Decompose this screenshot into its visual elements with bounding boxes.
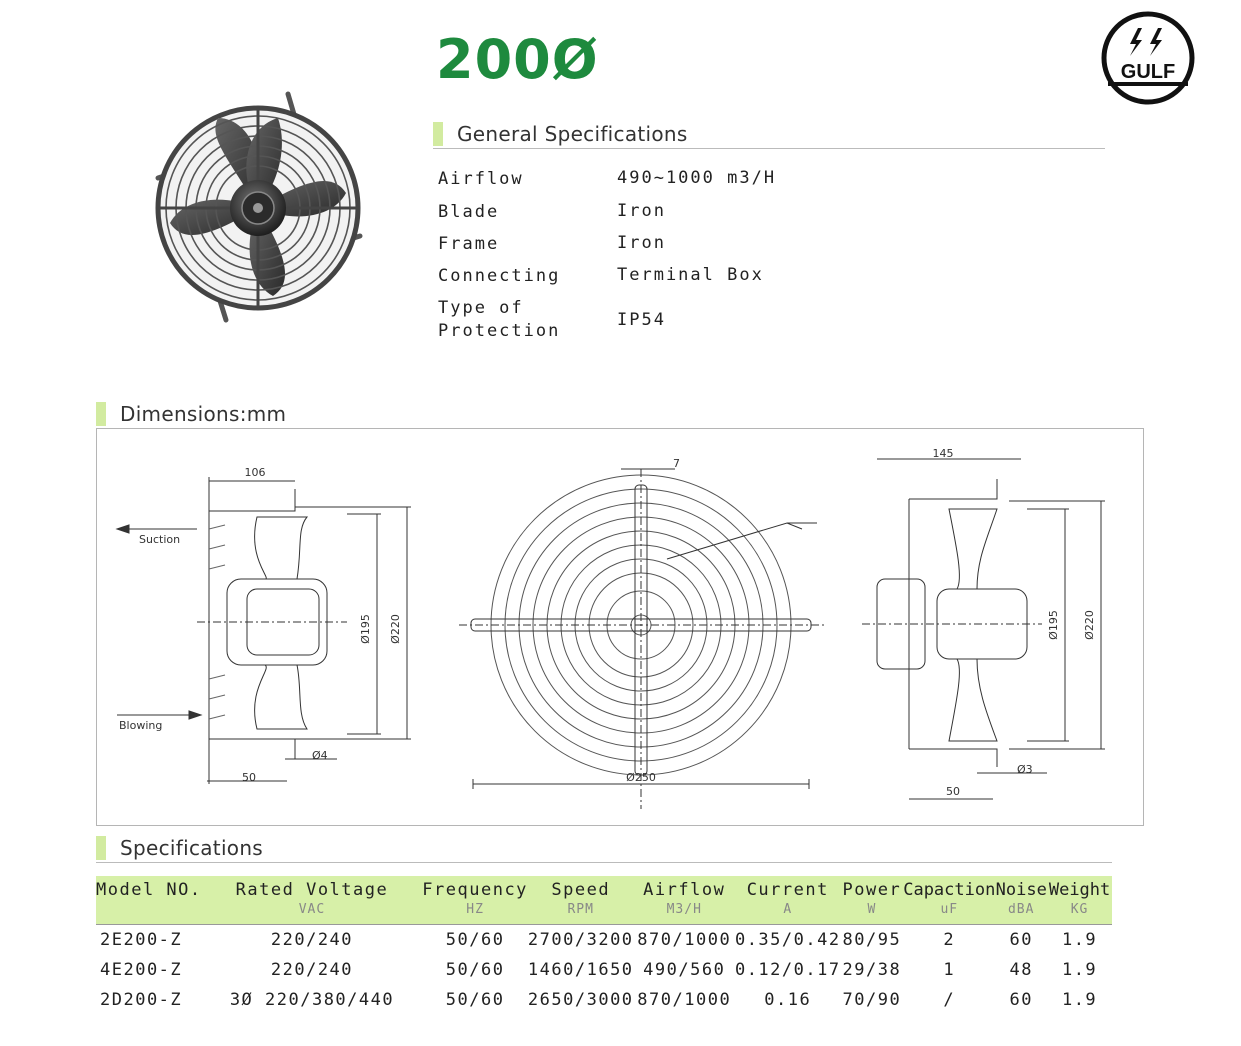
cell: 1.9 — [1061, 930, 1098, 950]
dimensions-drawing — [96, 428, 1144, 826]
dim-side-bolt: Ø4 — [312, 749, 328, 762]
col-header: Frequency HZ — [422, 876, 528, 925]
suction-label: Suction — [139, 533, 181, 546]
cell: 60 — [1009, 930, 1033, 950]
table-header-row — [96, 876, 1112, 925]
col-header: Current A — [735, 876, 841, 925]
cell: 50/60 — [445, 930, 505, 950]
dim-rear-inner: Ø195 — [1047, 610, 1060, 640]
page-title: 200Ø — [436, 28, 599, 91]
cell: 2D200-Z — [100, 990, 183, 1010]
cell: 1.9 — [1061, 990, 1098, 1010]
spec-value: Iron — [617, 201, 666, 221]
logo-text: GULF — [1120, 61, 1176, 83]
general-specifications-title: General Specifications — [457, 122, 688, 146]
cell: 1.9 — [1061, 960, 1098, 980]
cell: 80/95 — [842, 930, 902, 950]
specifications-title: Specifications — [120, 836, 264, 860]
cell: 2700/3200 — [527, 930, 634, 950]
spec-label: Blade — [438, 202, 500, 222]
spec-value: 490~1000 m3/H — [617, 168, 777, 188]
cell: 0.35/0.42 — [734, 930, 841, 950]
dimensions-heading — [96, 402, 1144, 428]
col-header: Airflow M3/H — [634, 876, 735, 925]
spec-value: IP54 — [617, 310, 666, 330]
col-header: Rated Voltage VAC — [202, 876, 423, 925]
specifications-heading — [96, 836, 1112, 862]
fan-photo — [138, 88, 378, 328]
col-header: Speed RPM — [528, 876, 634, 925]
col-header: Weight KG — [1047, 876, 1112, 925]
table-row — [96, 985, 1112, 1015]
dim-side-outer: Ø220 — [389, 614, 402, 644]
spec-label: Connecting — [438, 266, 561, 286]
cell: 50/60 — [445, 960, 505, 980]
cell: 1460/1650 — [527, 960, 634, 980]
spec-value: Iron — [617, 233, 666, 253]
cell: 3Ø 220/380/440 — [229, 990, 395, 1010]
cell: 4E200-Z — [100, 960, 183, 980]
specifications-table — [96, 876, 1112, 1015]
dim-rear-outer: Ø220 — [1083, 610, 1096, 640]
dim-front-diameter: Ø250 — [626, 771, 656, 784]
cell: 0.12/0.17 — [734, 960, 841, 980]
heading-divider — [96, 862, 1112, 863]
heading-accent-bar — [433, 122, 443, 146]
blowing-label: Blowing — [119, 719, 163, 732]
cell: 870/1000 — [637, 990, 732, 1010]
spec-label-line2: Protection — [438, 321, 561, 341]
cell: / — [943, 990, 956, 1010]
technical-drawing — [97, 429, 1143, 825]
dim-rear-bolt: Ø3 — [1017, 763, 1033, 776]
spec-label-line1: Type of — [438, 298, 524, 318]
heading-accent-bar — [96, 402, 106, 426]
cell: 2 — [943, 930, 956, 950]
dim-front-top: 7 — [673, 457, 680, 470]
spec-label: Frame — [438, 234, 500, 254]
dim-rear-bottom: 50 — [946, 785, 960, 798]
col-header: Capaction uF — [903, 876, 995, 925]
cell: 220/240 — [270, 930, 354, 950]
table-row — [96, 955, 1112, 985]
dim-rear-top: 145 — [932, 447, 954, 460]
heading-divider — [433, 148, 1105, 149]
general-specifications-heading — [433, 122, 1105, 148]
cell: 2650/3000 — [527, 990, 634, 1010]
spec-label: Airflow — [438, 169, 524, 189]
col-header: Model NO. — [96, 876, 202, 925]
col-header: Power W — [841, 876, 904, 925]
cell: 29/38 — [842, 960, 902, 980]
dimensions-title: Dimensions:mm — [120, 402, 287, 426]
cell: 70/90 — [842, 990, 902, 1010]
cell: 0.16 — [764, 990, 812, 1010]
cell: 490/560 — [643, 960, 726, 980]
dim-side-bottom: 50 — [242, 771, 256, 784]
side-view — [117, 466, 411, 784]
cell: 870/1000 — [637, 930, 732, 950]
col-header: Noise dBA — [995, 876, 1047, 925]
table-row — [96, 925, 1112, 956]
cell: 50/60 — [445, 990, 505, 1010]
spec-value: Terminal Box — [617, 265, 764, 285]
cell: 2E200-Z — [100, 930, 183, 950]
cell: 220/240 — [270, 960, 354, 980]
heading-accent-bar — [96, 836, 106, 860]
dim-side-inner: Ø195 — [359, 614, 372, 644]
cell: 1 — [943, 960, 956, 980]
gulf-logo — [1100, 10, 1196, 106]
rear-view — [862, 447, 1105, 799]
dim-side-top: 106 — [244, 466, 266, 479]
front-view — [459, 457, 827, 809]
cell: 48 — [1009, 960, 1033, 980]
cell: 60 — [1009, 990, 1033, 1010]
